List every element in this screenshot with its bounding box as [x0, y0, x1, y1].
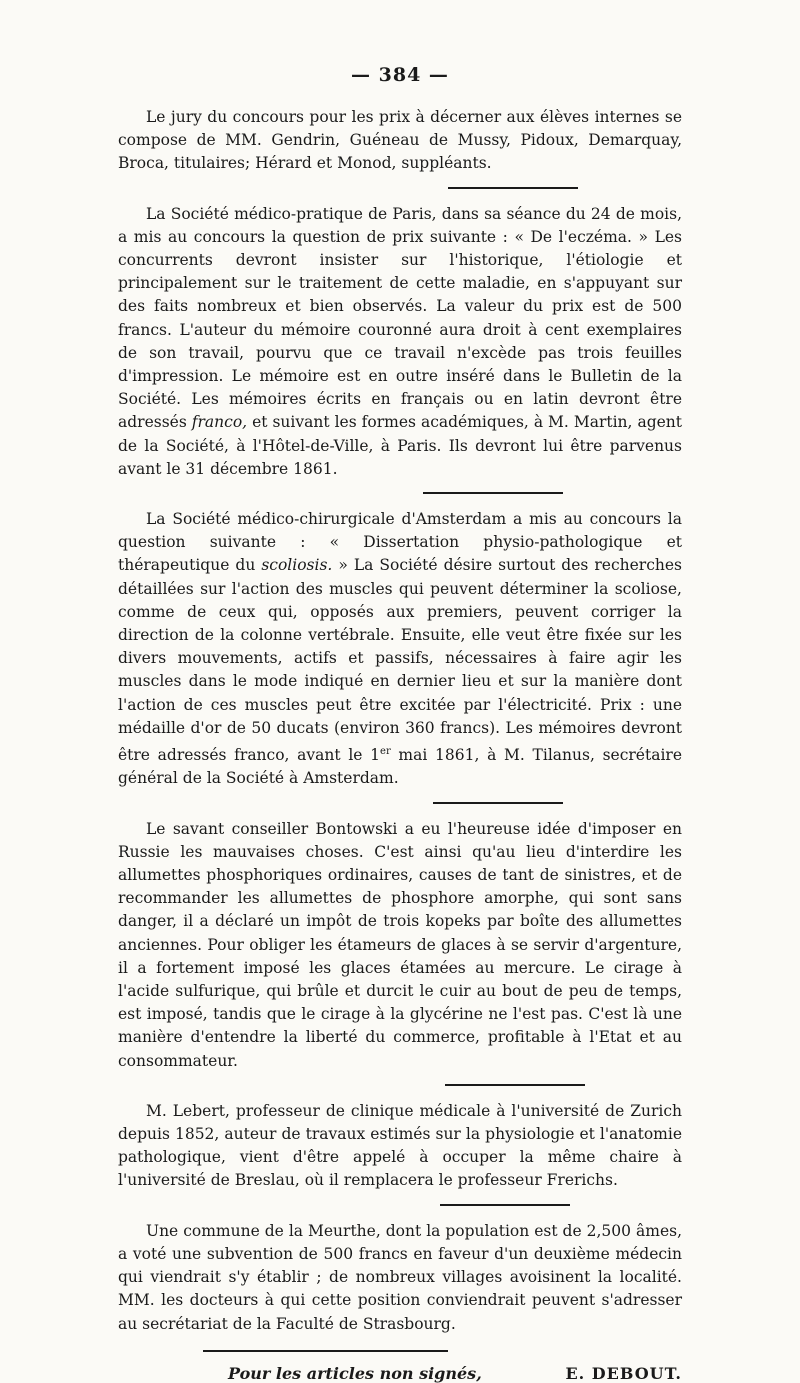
paragraph-lebert: M. Lebert, professeur de clinique médicale à l'université de Zurich depuis 1852, auteur de travaux estimés sur la physiologie et l'anatomie pathologique, vient d'être appelé à occuper la même chaire à l'université de Breslau, où il remplacera le professeur Frerichs. — [118, 1101, 682, 1190]
separator-rule — [445, 1084, 585, 1086]
footer — [228, 1364, 682, 1383]
separator-rule — [433, 802, 563, 804]
footer-note: Pour les articles non signés, — [228, 1363, 482, 1383]
paragraph-jury: Le jury du concours pour les prix à décerner aux élèves internes se compose de MM. Gendrin, Guéneau de Mussy, Pidoux, Demarquay, Broca, titulaires; Hérard et Monod, suppléants. — [118, 108, 682, 173]
page-number: — 384 — — [351, 64, 449, 86]
footer-signature: E. DEBOUT. — [565, 1363, 682, 1383]
separator-rule — [440, 1204, 570, 1206]
paragraph-meurthe: Une commune de la Meurthe, dont la population est de 2,500 âmes, a voté une subvention de 500 francs en faveur d'un deuxième médecin qui viendrait s'y établir ; de nombreux villages avoisinent la localité. MM. les docteurs à qui cette position conviendrait peuvent s'adresser au secrétariat de la Faculté de Strasbourg. — [118, 1221, 682, 1333]
separator-rule — [448, 187, 578, 189]
final-rule — [203, 1350, 448, 1352]
paragraph-bontowski: Le savant conseiller Bontowski a eu l'heureuse idée d'imposer en Russie les mauvaises choses. C'est ainsi qu'au lieu d'interdire les allumettes phosphoriques ordinaires, causes de tant de sinistres, et de recommander les allumettes de phosphore amorphe, qui sont sans danger, il a déclaré un impôt de trois kopeks par boîte des allumettes anciennes. Pour obliger les étameurs de glaces à se servir d'argenture, il a fortement imposé les glaces étamées au mercure. Le cirage à l'acide sulfurique, qui brûle et durcit le cuir au bout de peu de temps, est imposé, tandis que le cirage à la glycérine ne l'est pas. C'est là une manière d'entendre la liberté du commerce, profitable à l'Etat et au consommateur. — [118, 819, 682, 1070]
paragraph-amsterdam: La Société médico-chirurgicale d'Amsterdam a mis au concours la question suivante : « Dissertation physio-pathologique et thérapeutique du scoliosis. » La Société désire surtout des recherches détaillées sur l'action des muscles qui peuvent déterminer la scoliose, comme de ceux qui, opposés aux premiers, peuvent corriger la direction de la colonne vertébrale. Ensuite, elle veut être fixée sur les divers mouvements, actifs et passifs, nécessaires à faire agir les muscles dans le mode indiqué en dernier lieu et sur la manière dont l'action de ces muscles peut être excitée par l'électricité. Prix : une médaille d'or de 50 ducats (environ 360 francs). Les mémoires devront être adressés franco, avant le 1er mai 1861, à M. Tilanus, secrétaire général de la Société à Amsterdam. — [118, 510, 682, 788]
separator-rule — [423, 492, 563, 494]
paragraph-societe-medico-pratique: La Société médico-pratique de Paris, dans sa séance du 24 de mois, a mis au concours la question de prix suivante : « De l'eczéma. » Les concurrents devront insister sur l'historique, l'étiologie et principalement sur le traitement de cette maladie, en s'appuyant sur des faits nombreux et bien observés. La valeur du prix est de 500 francs. L'auteur du mémoire couronné aura droit à cent exemplaires de son travail, pourvu que ce travail n'excède pas trois feuilles d'impression. Le mémoire est en outre inséré dans le Bulletin de la Société. Les mémoires écrits en français ou en latin devront être adressés franco, et suivant les formes académiques, à M. Martin, agent de la Société, à l'Hôtel-de-Ville, à Paris. Ils devront lui être parvenus avant le 31 décembre 1861. — [118, 204, 682, 478]
